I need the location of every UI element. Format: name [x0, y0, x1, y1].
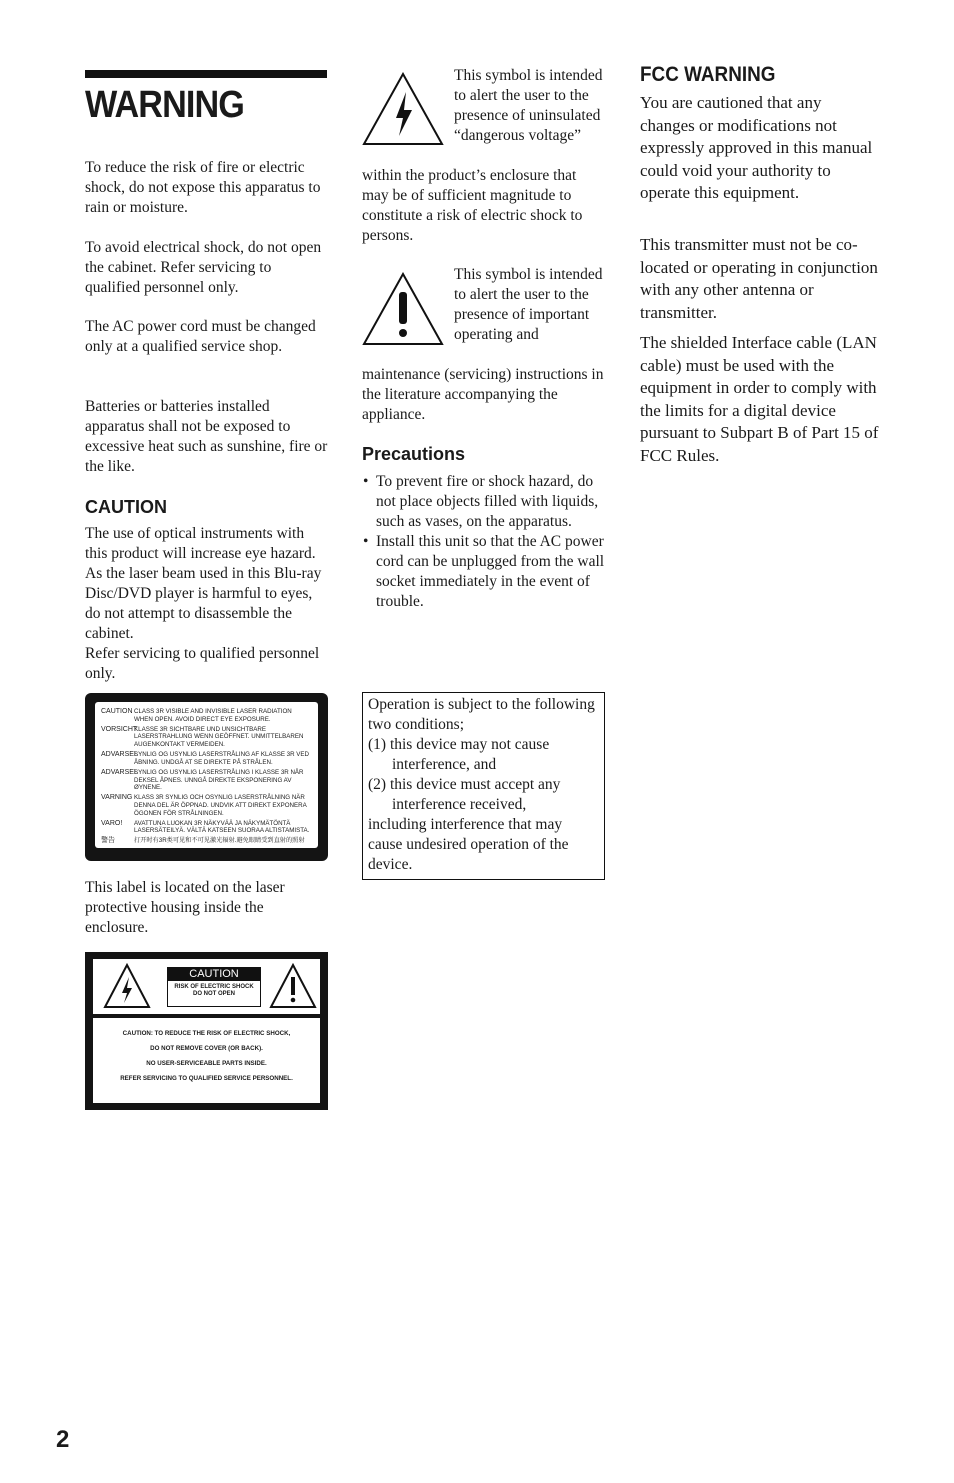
warning-paragraph-3: The AC power cord must be changed only at a qualified service shop.	[85, 318, 316, 355]
warning-paragraph-1: To reduce the risk of fire or electric shock, do not expose this apparatus to rain or moisture.	[85, 159, 321, 216]
fcc-paragraph-2: This transmitter must not be co-located or operating in conjunction with any other antenna or transmitter.	[640, 235, 878, 322]
label-row: ADVARSEL SYNLIG OG USYNLIG LASERSTRÅLING I KLASSE 3R NÅR DEKSEL ÅPNES. UNNGÅ DIREKTE EKSPONERING AV ØYNENE.	[101, 768, 304, 792]
list-item: • To prevent fire or shock hazard, do not place objects filled with liquids, such as vases, on the apparatus.	[362, 472, 605, 532]
operation-condition-1: (1) this device may not cause interference, and	[368, 736, 550, 773]
dangerous-voltage-symbol-icon	[362, 72, 444, 146]
laser-warning-label	[85, 693, 328, 861]
caution-refer: Refer servicing to qualified personnel only.	[85, 645, 320, 682]
lightning-triangle-icon	[103, 963, 151, 1009]
list-item: • Install this unit so that the AC power cord can be unplugged from the wall socket immediately in the event of trouble.	[362, 532, 605, 612]
label-row: CAUTION CLASS 3R VISIBLE AND INVISIBLE LASER RADIATION WHEN OPEN. AVOID DIRECT EYE EXPOSURE.	[101, 708, 292, 723]
symbol2-text-rest: maintenance (servicing) instructions in the literature accompanying the appliance.	[362, 366, 604, 423]
caution-heading: CAUTION	[85, 497, 167, 517]
label-row: VARNING KLASS 3R SYNLIG OCH OSYNLIG LASERSTRÅLNING NÄR DENNA DEL ÄR ÖPPNAD. UNDVIK ATT DIREKT EXPONERA ÖGONEN FÖR STRÅLNINGEN.	[101, 794, 307, 817]
page-title: WARNING	[85, 84, 244, 126]
label-row: 警告 打开时有3R类可见和不可见激光辐射.避免眼睛受到直射的照射	[101, 837, 305, 845]
label-row: VORSICHT KLASSE 3R SICHTBARE UND UNSICHTBARE LASERSTRAHLUNG WENN GEÖFFNET. UNMITTELBAREN AUGENKONTAKT VERMEIDEN.	[101, 725, 304, 748]
fcc-paragraph-1: You are cautioned that any changes or modifications not expressly approved in this manual could void your authority to operate this equipment.	[640, 93, 873, 202]
symbol1-text-rest: within the product’s enclosure that may be of sufficient magnitude to constitute a risk of electric shock to persons.	[362, 167, 583, 244]
precautions-heading: Precautions	[362, 444, 466, 464]
warning-paragraph-4: Batteries or batteries installed apparatus shall not be exposed to excessive heat such as sunshine, fire or the like.	[85, 398, 328, 475]
page-number: 2	[56, 1426, 70, 1453]
operation-tail: including interference that may cause undesired operation of the device.	[368, 816, 569, 873]
fcc-warning-heading: FCC WARNING	[640, 63, 776, 86]
electric-shock-label	[85, 952, 328, 1110]
precautions-list	[362, 472, 605, 612]
caution-paragraph: The use of optical instruments with this product will increase eye hazard. As the laser beam used in this Blu-ray Disc/DVD player is harmful to eyes, do not attempt to disassemble the cabinet.	[85, 525, 322, 642]
label-row: ADVARSEL SYNLIG OG USYNLIG LASERSTRÅLING AF KLASSE 3R VED ÅBNING. UNDGÅ AT SE DIREKTE PÅ STRÅLEN.	[101, 751, 310, 766]
important-instructions-symbol-icon	[362, 272, 444, 346]
fcc-paragraph-3: The shielded Interface cable (LAN cable) must be used with the equipment in order to comply with the limits for a digital device pursuant to Subpart B of Part 15 of FCC Rules.	[640, 333, 879, 465]
operation-intro: Operation is subject to the following two conditions;	[368, 696, 595, 733]
caution-pill: CAUTION RISK OF ELECTRIC SHOCK DO NOT OPEN	[167, 967, 261, 1007]
fcc-operation-box	[362, 692, 605, 880]
label-row: VARO! AVATTUNA LUOKAN 3R NÄKYVÄÄ JA NÄKYMÄTÖNTÄ LASERSÄTEILYÄ. VÄLTÄ KATSEEN SUORAA ALTISTAMISTA.	[101, 819, 310, 835]
symbol2-text-top: This symbol is intended to alert the user to the presence of important operating and	[454, 266, 603, 343]
laser-label-inner	[95, 702, 318, 848]
exclamation-triangle-icon	[269, 963, 317, 1009]
label-location-note: This label is located on the laser protective housing inside the enclosure.	[85, 879, 285, 936]
symbol1-text-top: This symbol is intended to alert the user to the presence of uninsulated “dangerous voltage”	[454, 67, 603, 144]
shock-label-top	[93, 959, 320, 1014]
operation-condition-2: (2) this device must accept any interference received,	[368, 776, 561, 813]
warning-paragraph-2: To avoid electrical shock, do not open the cabinet. Refer servicing to qualified personnel only.	[85, 239, 322, 296]
shock-label-bottom: CAUTION: TO REDUCE THE RISK OF ELECTRIC SHOCK, DO NOT REMOVE COVER (OR BACK). NO USER-SERVICEABLE PARTS INSIDE. REFER SERVICING TO QUALIFIED SERVICE PERSONNEL.	[93, 1018, 320, 1103]
title-rule	[85, 70, 327, 78]
